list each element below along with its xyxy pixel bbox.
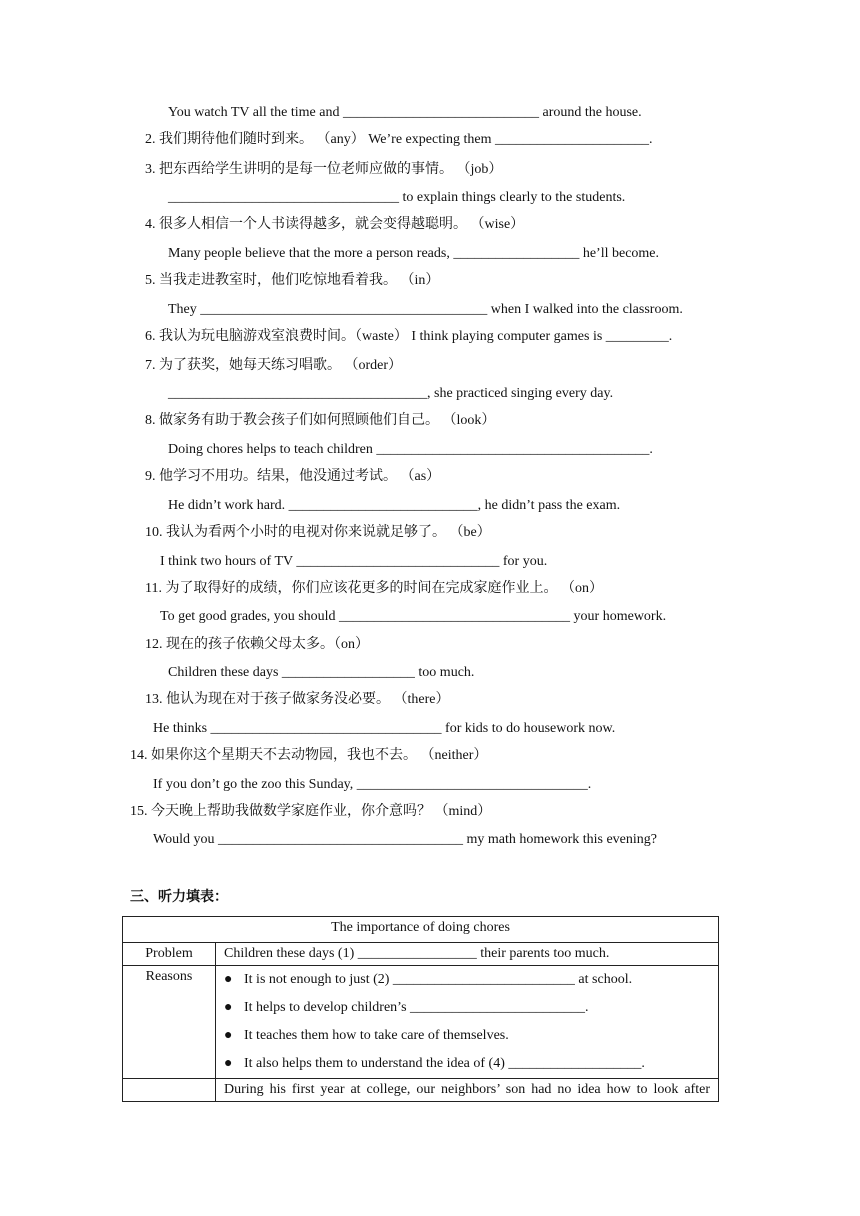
reason-item: ● It also helps them to understand the idea of (4) ___________________. (224, 1050, 710, 1078)
exercise-line-13: Doing chores helps to teach children _______________________________________. (168, 442, 653, 457)
section-title: 三、听力填表： (130, 889, 228, 905)
table-title: The importance of doing chores (123, 917, 719, 943)
exercise-line-15: He didn’t work hard. ___________________________, he didn’t pass the exam. (168, 498, 621, 513)
exercise-line-20: 12. 现在的孩子依赖父母太多。（on） (145, 637, 369, 652)
reasons-label: Reasons (123, 966, 216, 1079)
problem-label: Problem (123, 943, 216, 966)
exercise-line-3: 3. 把东西给学生讲明的是每一位老师应做的事情。 （job） (145, 162, 503, 177)
empty-label-cell (123, 1079, 216, 1102)
exercise-line-23: He thinks _________________________________ for kids to do housework now. (153, 721, 616, 736)
bullet-icon: ● (224, 972, 233, 987)
exercise-line-8: They _________________________________________ when I walked into the classroom. (168, 302, 683, 317)
exercise-line-14: 9. 他学习不用功。结果，他没通过考试。 （as） (145, 469, 441, 484)
bullet-icon: ● (224, 1056, 233, 1071)
exercise-line-4: _________________________________ to explain things clearly to the students. (168, 190, 626, 205)
exercise-line-1: You watch TV all the time and ____________________________ around the house. (168, 105, 642, 120)
exercise-line-21: Children these days ___________________ too much. (168, 665, 475, 680)
table-row (123, 1079, 719, 1102)
table-row (123, 917, 719, 943)
reasons-cell (216, 966, 719, 1079)
exercise-line-9: 6. 我认为玩电脑游戏室浪费时间。（waste） I think playing computer games is _________. (145, 329, 673, 344)
passage-text: During his first year at college, our neighbors’ son had no idea how to look after (216, 1079, 719, 1102)
table-row (123, 966, 719, 1079)
exercise-line-16: 10. 我认为看两个小时的电视对你来说就足够了。 （be） (145, 525, 491, 540)
listening-table (122, 916, 719, 1102)
exercise-line-10: 7. 为了获奖，她每天练习唱歌。 （order） (145, 358, 403, 373)
reason-item: ● It helps to develop children’s _________________________. (224, 994, 710, 1022)
exercise-line-24: 14. 如果你这个星期天不去动物园，我也不去。 （neither） (130, 748, 488, 763)
exercise-line-17: I think two hours of TV _____________________________ for you. (160, 554, 548, 569)
exercise-line-12: 8. 做家务有助于教会孩子们如何照顾他们自己。 （look） (145, 413, 496, 428)
bullet-icon: ● (224, 1028, 233, 1043)
reason-item: ● It teaches them how to take care of themselves. (224, 1022, 710, 1050)
exercise-line-22: 13. 他认为现在对于孩子做家务没必要。 （there） (145, 692, 450, 707)
exercise-line-11: _____________________________________, she practiced singing every day. (168, 386, 614, 401)
exercise-line-18: 11. 为了取得好的成绩，你们应该花更多的时间在完成家庭作业上。 （on） (145, 581, 603, 596)
table-row (123, 943, 719, 966)
exercise-line-6: Many people believe that the more a person reads, __________________ he’ll become. (168, 246, 660, 261)
exercise-line-25: If you don’t go the zoo this Sunday, _________________________________. (153, 777, 592, 792)
exercise-line-7: 5. 当我走进教室时，他们吃惊地看着我。 （in） (145, 273, 440, 288)
exercise-line-19: To get good grades, you should _________________________________ your homework. (160, 609, 667, 624)
exercise-line-2: 2. 我们期待他们随时到来。 （any） We’re expecting them ______________________. (145, 132, 653, 147)
exercise-line-5: 4. 很多人相信一个人书读得越多，就会变得越聪明。 （wise） (145, 217, 525, 232)
reason-item: ● It is not enough to just (2) __________________________ at school. (224, 966, 710, 994)
exercise-line-27: Would you ___________________________________ my math homework this evening? (153, 832, 657, 847)
bullet-icon: ● (224, 1000, 233, 1015)
problem-text: Children these days (1) _________________ their parents too much. (216, 943, 719, 966)
exercise-line-26: 15. 今天晚上帮助我做数学家庭作业，你介意吗？ （mind） (130, 804, 492, 819)
